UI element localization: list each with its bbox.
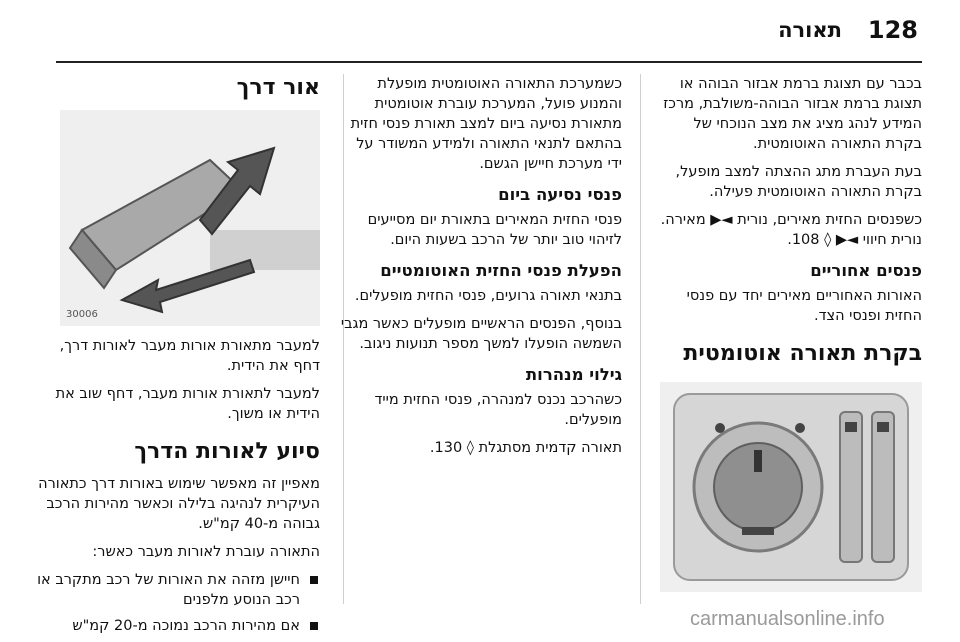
paragraph: למעבר מתאורת אורות מעבר לאורות דרך, דחף את הידית. — [59, 338, 320, 374]
section-heading-high-beam-assist: סיוע לאורות הדרך — [134, 439, 320, 464]
paragraph: כשהרכב נכנס למנהרה, פנסי החזית מייד מופעלים. — [374, 392, 622, 428]
column-divider — [640, 74, 641, 604]
header-rule — [56, 61, 922, 63]
section-heading-daytime-lights: פנסי נסיעה ביום — [498, 185, 622, 204]
list-item: אם מהירות הרכב נמוכה מ-20 קמ"ש — [36, 616, 320, 636]
bullet-icon — [310, 576, 318, 584]
paragraph: פנסי החזית המאירים בתאורת יום מסייעים לזיהוי טוב יותר של הרכב בשעות היום. — [367, 212, 622, 248]
section-heading-auto-headlights: הפעלת פנסי החזית האוטומטיים — [380, 261, 622, 280]
paragraph: האורות האחוריים מאירים יחד עם פנסי החזית ופנסי הצד. — [686, 288, 922, 324]
paragraph: בנוסף, הפנסים הראשיים מופעלים כאשר מגבי השמשה הופעלו למשך מספר תנועות ניגוב. — [340, 316, 622, 352]
section-heading-automatic-light-control: בקרת תאורה אוטומטית — [683, 341, 922, 366]
paragraph: בכבר עם תצוגת ברמת אבזור הבוהה או תצוגת ברמת אבזור הבוהה-משולבת, מרכז המידע לנהג מציג את מצב הנוכחי של בקרת התאורה האוטומטית. — [663, 76, 922, 152]
section-heading-rear-lights: פנסים אחוריים — [810, 261, 922, 280]
light-switch-illustration — [660, 382, 922, 592]
paragraph: כשפנסים החזית מאירים, נורית ◄▶ מאירה. נורית חיווי ◄▶ ◊ 108. — [660, 212, 922, 248]
column-left — [36, 74, 320, 642]
paragraph: בעת העברת מתג ההצתה למצב מופעל, בקרת התאורה האוטומטית פעילה. — [675, 164, 922, 200]
page-title: תאורה — [778, 18, 842, 42]
condition-list — [36, 570, 320, 636]
paragraph: התאורה עוברת לאורות מעבר כאשר: — [92, 544, 320, 560]
column-middle — [340, 74, 622, 466]
light-stalk-icon — [60, 110, 320, 326]
paragraph: בתנאי תאורה גרועים, פנסי החזית מופעלים. — [354, 288, 622, 304]
section-heading-high-beam: אור דרך — [236, 75, 320, 100]
light-switch-icon — [660, 382, 922, 592]
paragraph: תאורה קדמית מסתגלת ◊ 130. — [429, 440, 622, 456]
figure-id: 30006 — [66, 309, 98, 320]
column-right — [654, 74, 922, 592]
bullet-icon — [310, 622, 318, 630]
page-header — [0, 0, 960, 62]
paragraph: למעבר לתאורת אורות מעבר, דחף שוב את הידית או משוך. — [55, 386, 320, 422]
stalk-illustration — [60, 110, 320, 326]
paragraph: מאפיין זה מאפשר שימוש באורות דרך כתאורה העיקרית לנהיגה בלילה וכאשר מהירות הרכב גבוהה מ-40 קמ"ש. — [38, 476, 320, 532]
watermark: carmanualsonline.info — [690, 608, 885, 630]
page-number: 128 — [867, 16, 918, 44]
list-item: חיישן מזהה את האורות של רכב מתקרב או רכב הנוסע מלפנים — [36, 570, 320, 610]
paragraph: כשמערכת התאורה האוטומטית מופעלת והמנוע פועל, המערכת עוברת אוטומטית מתאורת נסיעה ביום למצב תאורת פנסי חזית בהתאם לתנאי התאורה ולמידע המשודר על ידי מערכת חיישן הגשם. — [350, 76, 622, 172]
section-heading-tunnel-detection: גילוי מנהרות — [525, 365, 622, 384]
